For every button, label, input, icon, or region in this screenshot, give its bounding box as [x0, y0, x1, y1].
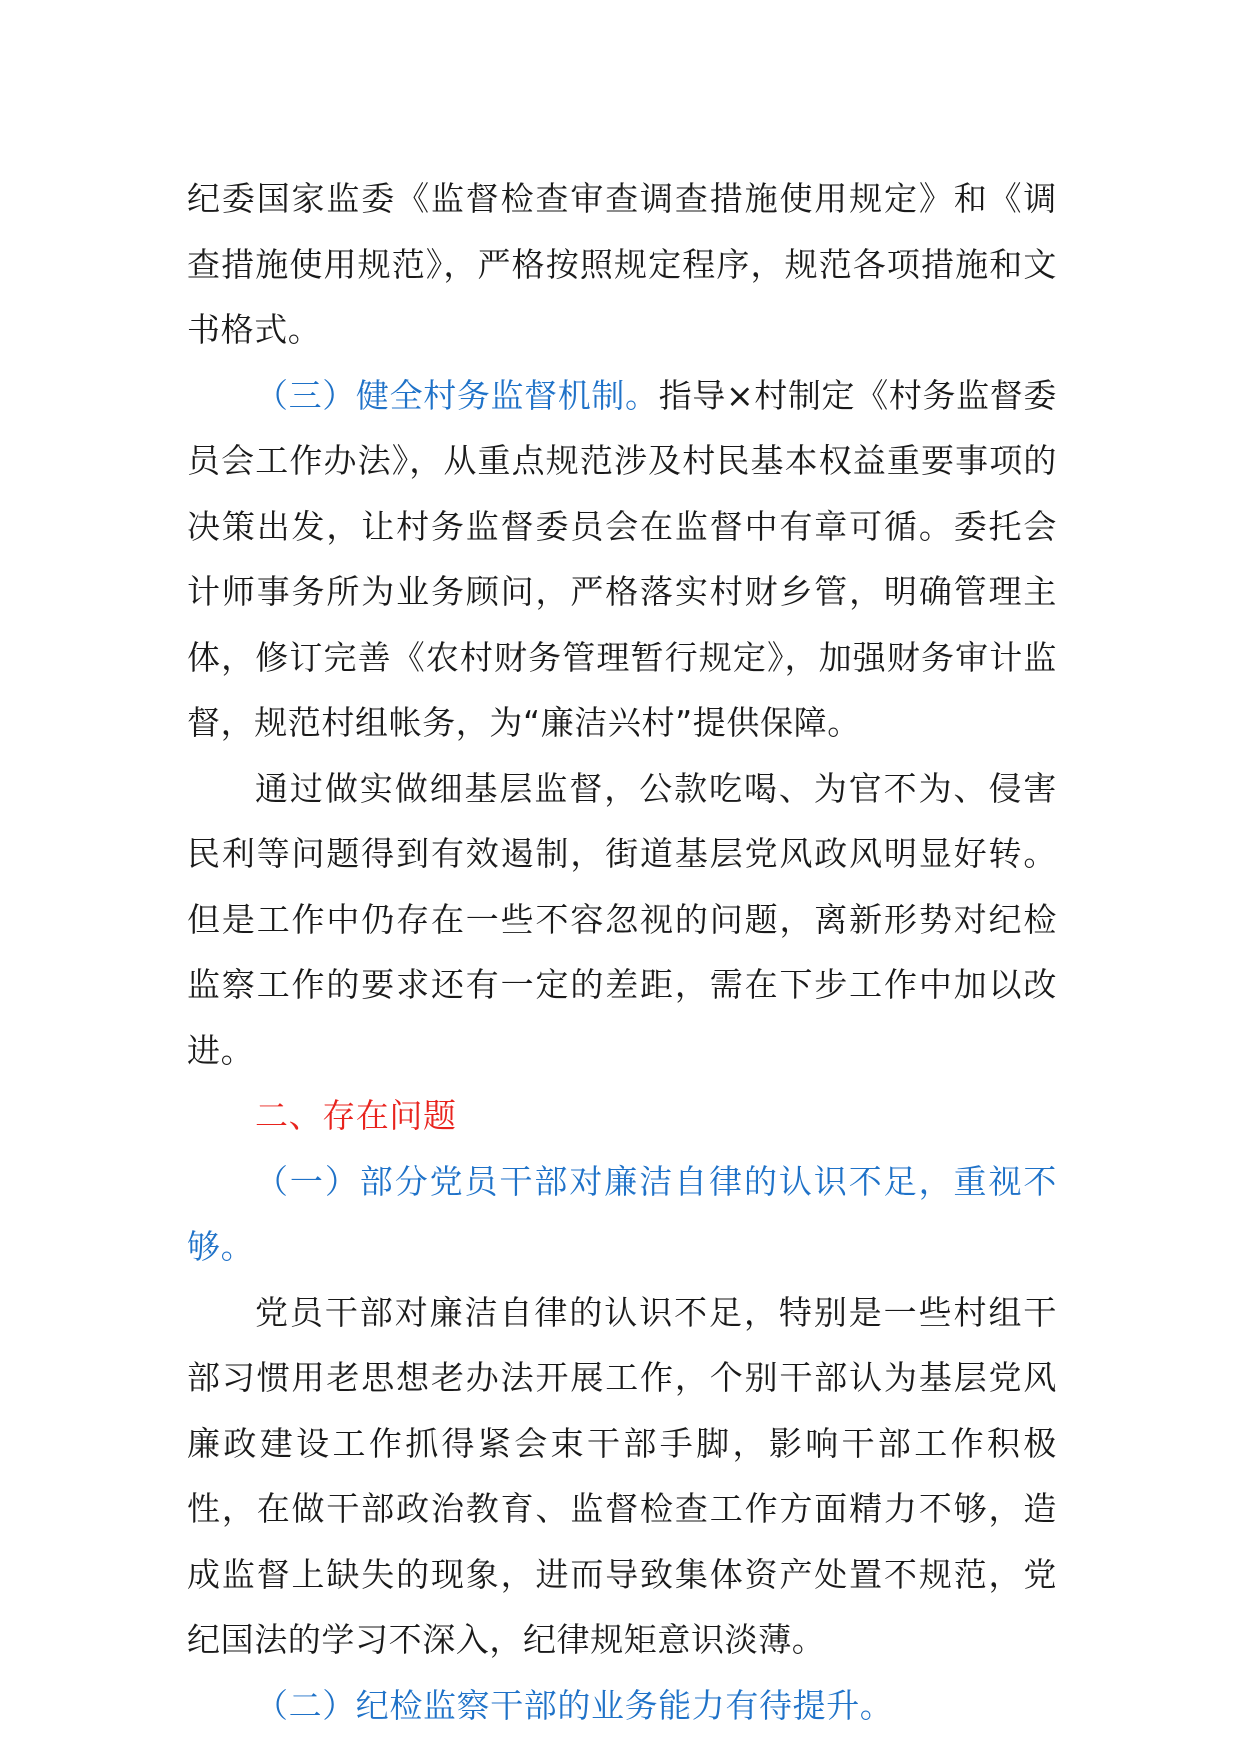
subheading-awareness: （一）部分党员干部对廉洁自律的认识不足，重视不够。	[187, 1161, 1057, 1266]
document-page	[187, 166, 1057, 1738]
paragraph-awareness: 党员干部对廉洁自律的认识不足，特别是一些村组干部习惯用老思想老办法开展工作，个别干部认为基层党风廉政建设工作抓得紧会束干部手脚，影响干部工作积极性，在做干部政治教育、监督检查工作方面精力不够，造成监督上缺失的现象，进而导致集体资产处置不规范，党纪国法的学习不深入，纪律规矩意识淡薄。	[187, 1292, 1057, 1659]
subheading-capability: （二）纪检监察干部的业务能力有待提升。	[255, 1685, 894, 1725]
section-heading-problems: 二、存在问题	[255, 1096, 457, 1135]
subheading-village-supervision: （三）健全村务监督机制。	[255, 375, 659, 415]
paragraph-village-supervision-body: 指导×村制定《村务监督委员会工作办法》，从重点规范涉及村民基本权益重要事项的决策出发，让村务监督委员会在监督中有章可循。委托会计师事务所为业务顾问，严格落实村财乡管，明确管理主体，修订完善《农村财务管理暂行规定》，加强财务审计监督，规范村组帐务，为“廉洁兴村”提供保障。	[187, 375, 1058, 742]
paragraph-village-supervision	[187, 363, 1057, 756]
paragraph-regulations: 纪委国家监委《监督检查审查调查措施使用规定》和《调查措施使用规范》，严格按照规定程序，规范各项措施和文书格式。	[187, 179, 1057, 349]
paragraph-summary: 通过做实做细基层监督，公款吃喝、为官不为、侵害民利等问题得到有效遏制，街道基层党风政风明显好转。但是工作中仍存在一些不容忽视的问题，离新形势对纪检监察工作的要求还有一定的差距，需在下步工作中加以改进。	[187, 768, 1057, 1070]
